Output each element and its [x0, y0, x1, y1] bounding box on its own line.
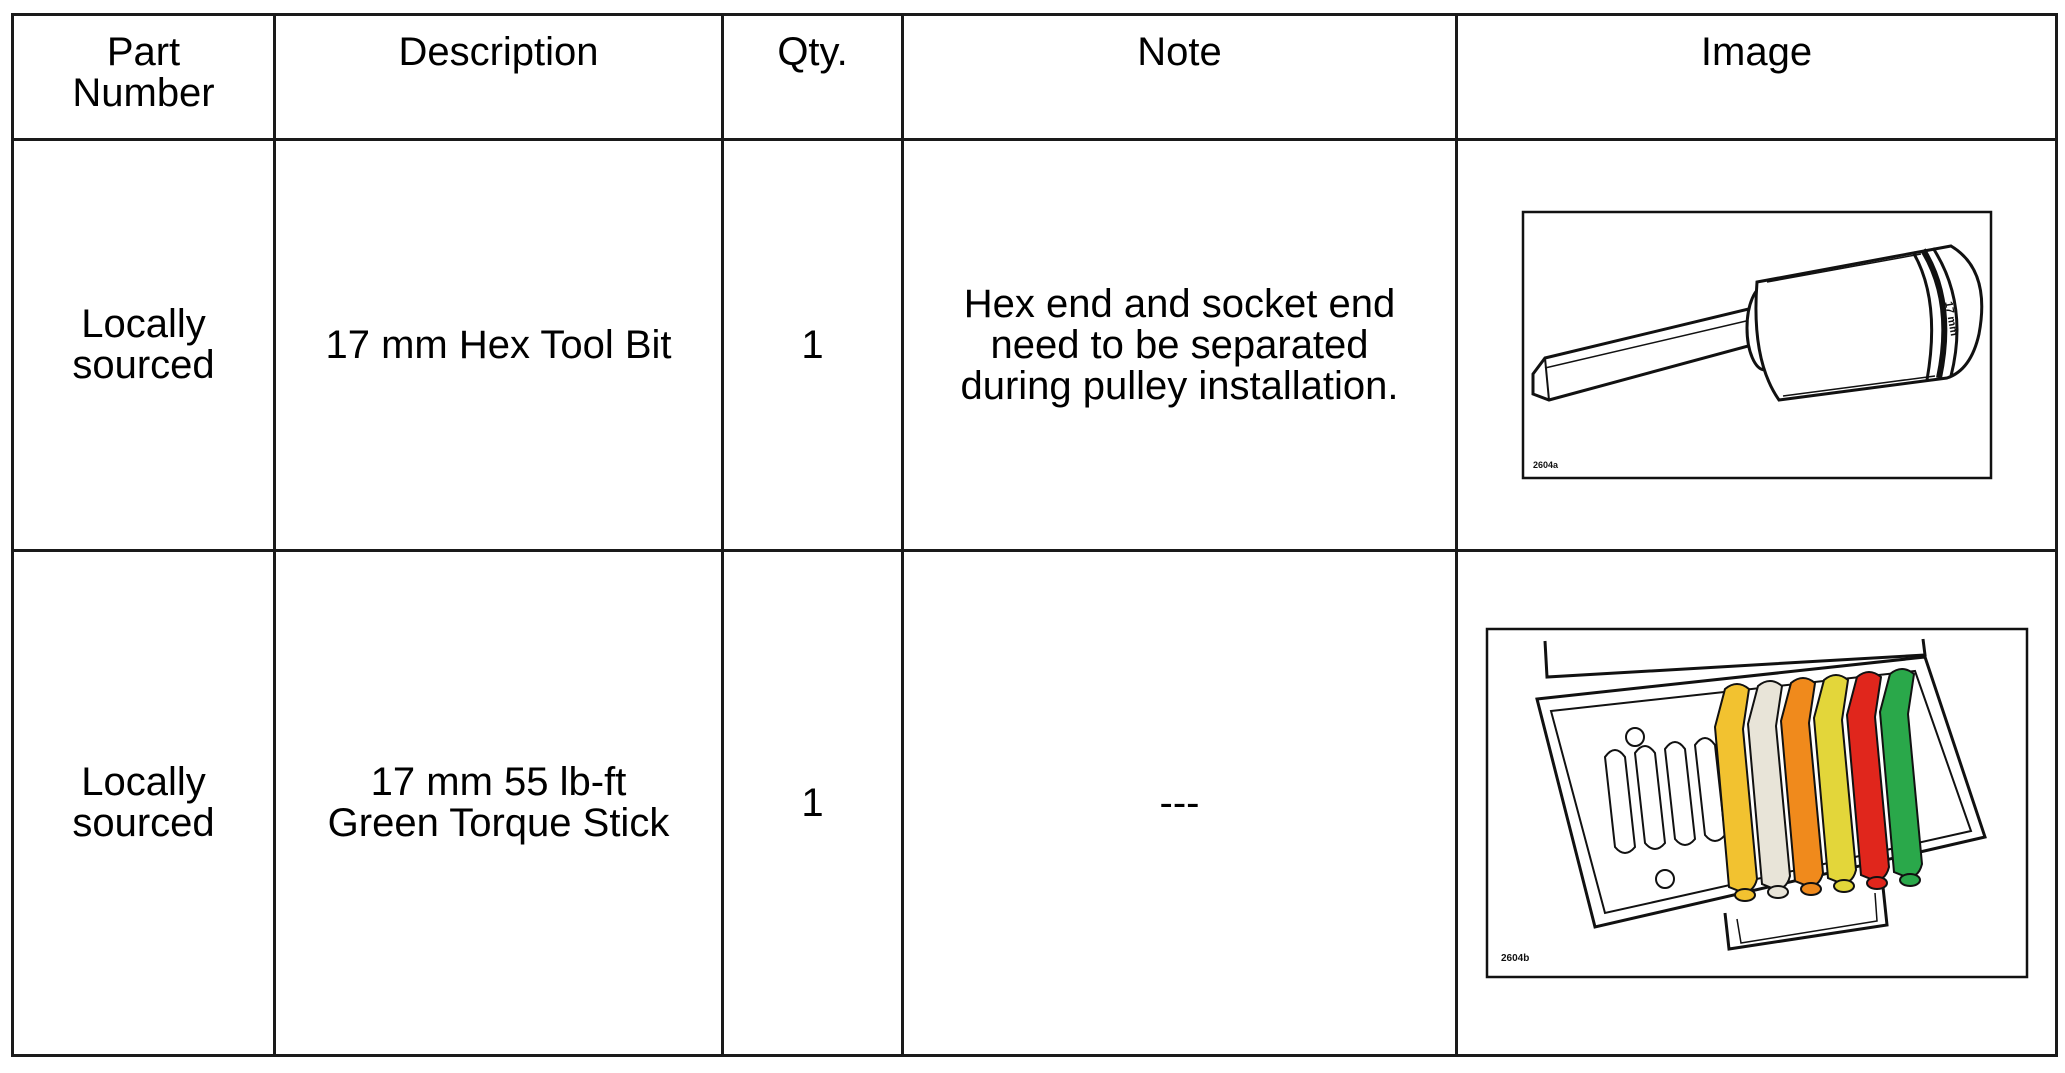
torque-stick-socket	[1900, 874, 1920, 886]
note-cell: Hex end and socket end need to be separated during pulley installation.	[903, 140, 1457, 551]
qty-cell: 1	[723, 140, 903, 551]
table-row	[13, 551, 2057, 1056]
header-description: Description	[275, 15, 723, 140]
note-cell: ---	[903, 551, 1457, 1056]
description-cell: 17 mm 55 lb-ft Green Torque Stick	[275, 551, 723, 1056]
figure-code: 2604a	[1532, 460, 1558, 470]
torque-stick-set-illustration	[1485, 627, 2029, 979]
part-number-cell: Locally sourced	[13, 551, 275, 1056]
table-row	[13, 140, 2057, 551]
parts-table	[11, 13, 2058, 1057]
header-image: Image	[1457, 15, 2057, 140]
torque-stick-socket	[1801, 883, 1821, 895]
image-cell	[1457, 140, 2057, 551]
header-part-number: Part Number	[13, 15, 275, 140]
header-row	[13, 15, 2057, 140]
torque-stick-socket	[1834, 880, 1854, 892]
figure-code: 2604b	[1500, 953, 1529, 964]
part-number-cell: Locally sourced	[13, 140, 275, 551]
header-qty: Qty.	[723, 15, 903, 140]
image-cell	[1457, 551, 2057, 1056]
torque-stick-socket	[1867, 877, 1887, 889]
hex-tool-bit-illustration	[1521, 210, 1993, 480]
qty-cell: 1	[723, 551, 903, 1056]
header-note: Note	[903, 15, 1457, 140]
socket-size-label: 17 mm	[1941, 300, 1960, 337]
torque-stick-socket	[1768, 886, 1788, 898]
description-cell: 17 mm Hex Tool Bit	[275, 140, 723, 551]
torque-stick-socket	[1735, 889, 1755, 901]
